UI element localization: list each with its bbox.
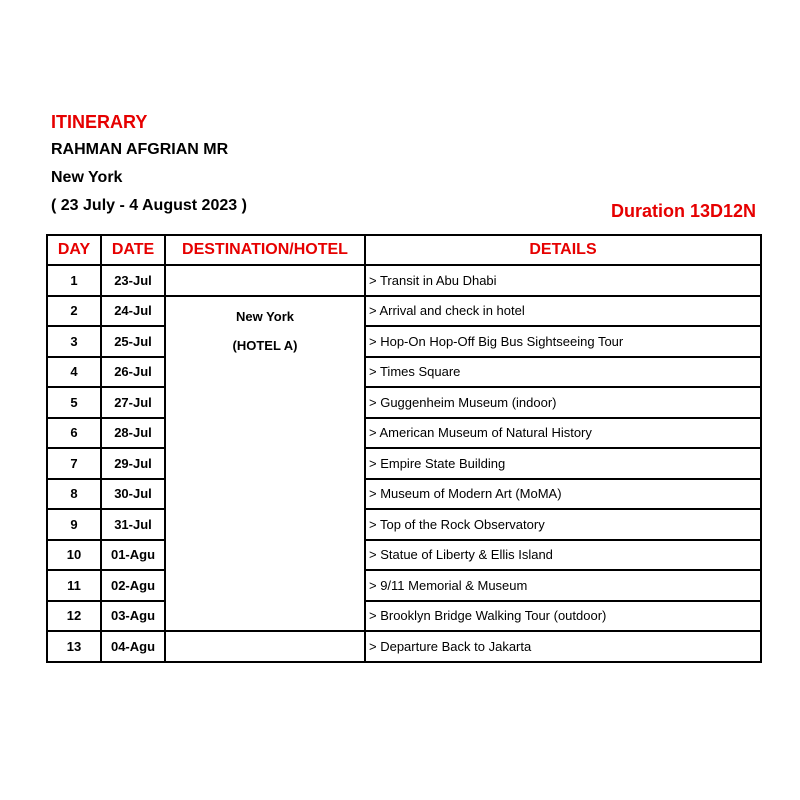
- day-number: 8: [47, 479, 101, 510]
- table-row: [47, 631, 761, 662]
- traveler-name: RAHMAN AFGRIAN MR: [51, 141, 229, 158]
- activity-details: > Guggenheim Museum (indoor): [365, 387, 761, 418]
- activity-details: > Empire State Building: [365, 448, 761, 479]
- table-header-row: [47, 235, 761, 265]
- day-number: 13: [47, 631, 101, 662]
- table-row: [47, 296, 761, 327]
- table-row: [47, 570, 761, 601]
- day-number: 7: [47, 448, 101, 479]
- day-number: 12: [47, 601, 101, 632]
- destination-cell-empty: [165, 265, 365, 296]
- trip-duration: Duration 13D12N: [610, 201, 756, 221]
- activity-details: > Museum of Modern Art (MoMA): [365, 479, 761, 510]
- day-number: 1: [47, 265, 101, 296]
- day-date: 01-Agu: [101, 540, 165, 571]
- day-date: 28-Jul: [101, 418, 165, 449]
- table-row: [47, 387, 761, 418]
- activity-details: > Brooklyn Bridge Walking Tour (outdoor): [365, 601, 761, 632]
- destination-hotel-cell: [165, 296, 365, 632]
- activity-details: > Hop-On Hop-Off Big Bus Sightseeing Tour: [365, 326, 761, 357]
- activity-details: > Top of the Rock Observatory: [365, 509, 761, 540]
- itinerary-header: [51, 111, 247, 224]
- activity-details: > American Museum of Natural History: [365, 418, 761, 449]
- destination-cell-empty: [165, 631, 365, 662]
- header-destination-hotel: DESTINATION/HOTEL: [165, 235, 365, 265]
- day-date: 29-Jul: [101, 448, 165, 479]
- table-row: [47, 479, 761, 510]
- travel-date-range: ( 23 July - 4 August 2023 ): [51, 197, 247, 214]
- day-date: 27-Jul: [101, 387, 165, 418]
- hotel-name: (HOTEL A): [232, 337, 298, 353]
- day-date: 31-Jul: [101, 509, 165, 540]
- day-date: 04-Agu: [101, 631, 165, 662]
- day-number: 10: [47, 540, 101, 571]
- activity-details: > Departure Back to Jakarta: [365, 631, 761, 662]
- destination-city: New York: [51, 169, 123, 186]
- day-number: 11: [47, 570, 101, 601]
- day-date: 23-Jul: [101, 265, 165, 296]
- table-row: [47, 357, 761, 388]
- table-row: [47, 326, 761, 357]
- day-date: 03-Agu: [101, 601, 165, 632]
- activity-details: > Times Square: [365, 357, 761, 388]
- table-row: [47, 509, 761, 540]
- day-number: 2: [47, 296, 101, 327]
- day-number: 5: [47, 387, 101, 418]
- day-number: 6: [47, 418, 101, 449]
- itinerary-table: [46, 234, 762, 663]
- day-number: 3: [47, 326, 101, 357]
- header-details: DETAILS: [365, 235, 761, 265]
- table-row: [47, 448, 761, 479]
- header-day: DAY: [47, 235, 101, 265]
- day-date: 02-Agu: [101, 570, 165, 601]
- day-number: 4: [47, 357, 101, 388]
- activity-details: > Arrival and check in hotel: [365, 296, 761, 327]
- activity-details: > Statue of Liberty & Ellis Island: [365, 540, 761, 571]
- day-date: 25-Jul: [101, 326, 165, 357]
- day-date: 26-Jul: [101, 357, 165, 388]
- table-row: [47, 540, 761, 571]
- itinerary-title: ITINERARY: [51, 112, 148, 132]
- day-number: 9: [47, 509, 101, 540]
- activity-details: > 9/11 Memorial & Museum: [365, 570, 761, 601]
- table-row: [47, 265, 761, 296]
- table-row: [47, 601, 761, 632]
- header-date: DATE: [101, 235, 165, 265]
- day-date: 24-Jul: [101, 296, 165, 327]
- activity-details: > Transit in Abu Dhabi: [365, 265, 761, 296]
- table-row: [47, 418, 761, 449]
- day-date: 30-Jul: [101, 479, 165, 510]
- destination-name: New York: [235, 308, 295, 324]
